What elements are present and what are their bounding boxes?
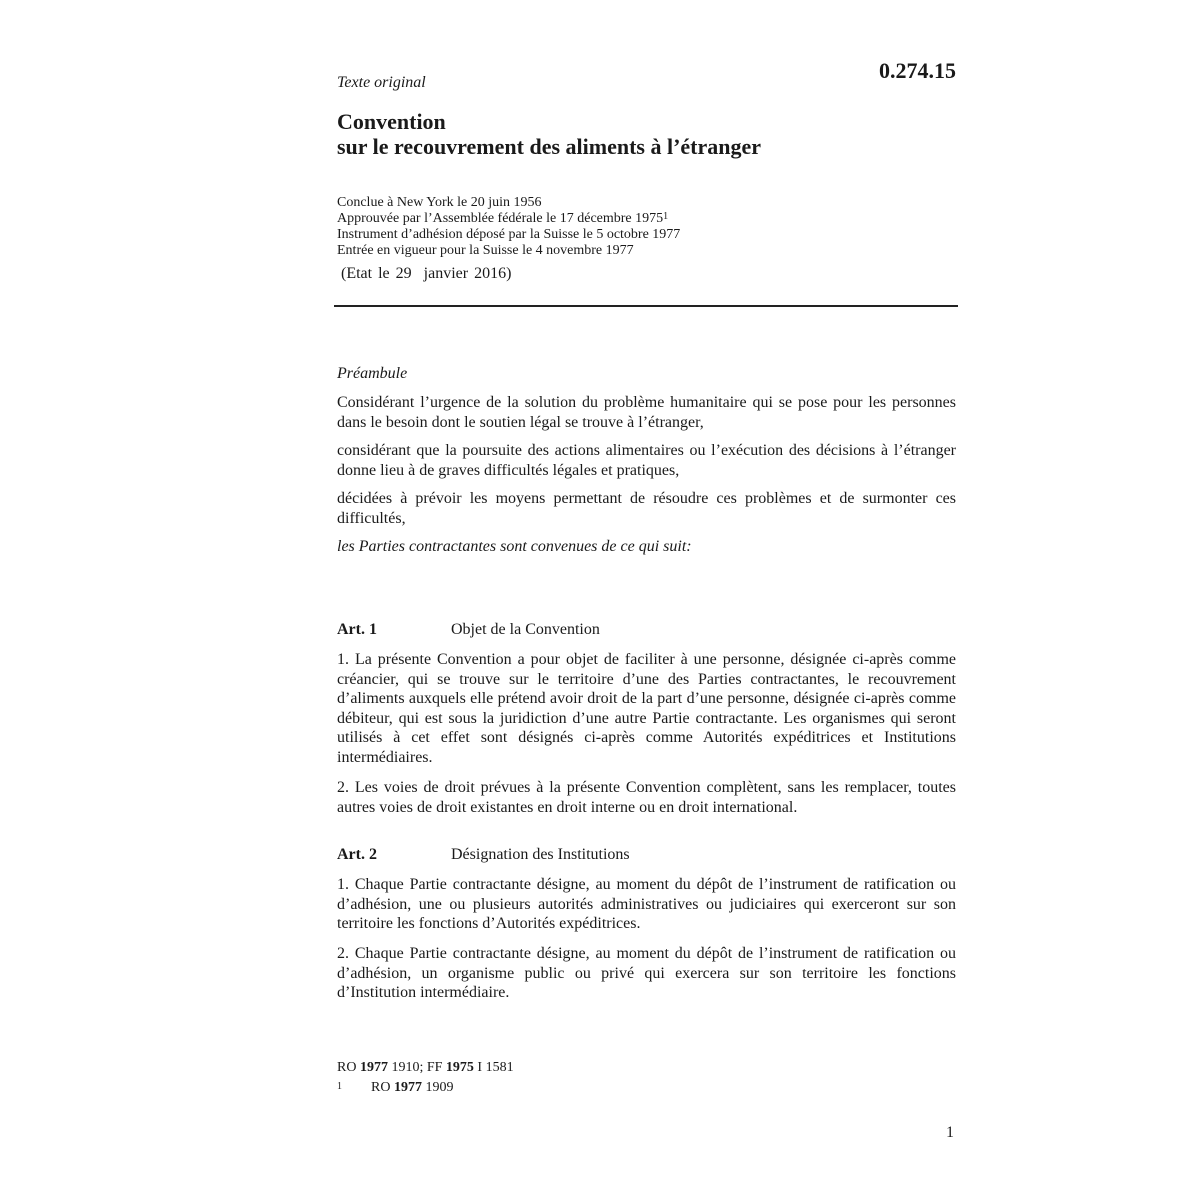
article-1-paragraph-2: 2. Les voies de droit prévues à la présente Convention complètent, sans les remplacer, toutes autres voies de droit existantes en droit interne ou en droit international.: [337, 779, 956, 816]
document-meta: [337, 195, 957, 259]
title-line-2: sur le recouvrement des aliments à l’étranger: [337, 134, 762, 159]
document-title: [337, 109, 957, 159]
footnote-ref[interactable]: 1: [663, 211, 669, 222]
status-date: (Etat le 29 janvier 2016): [341, 265, 512, 282]
meta-entry: Entrée en vigueur pour la Suisse le 4 novembre 1977: [337, 243, 634, 258]
preambule-paragraph-2: considérant que la poursuite des actions alimentaires ou l’exécution des décisions à l’étranger donne lieu à de graves difficultés légales et pratiques,: [337, 442, 956, 479]
preambule-paragraph-4: les Parties contractantes sont convenues de ce qui suit:: [337, 538, 692, 555]
article-title: Désignation des Institutions: [451, 846, 630, 863]
page-number: 1: [946, 1124, 954, 1141]
article-1-paragraph-1: 1. La présente Convention a pour objet de faciliter à une personne, désignée ci-après comme créancier, qui se trouve sur le territoire d’une des Parties contractantes, le recouvrement d’aliments auxquels elle prétend avoir droit de la part d’une personne, désignée ci-après comme débiteur, qui est sous la juridiction d’une autre Partie contractante. Les organismes qui seront utilisés à cet effet sont désignés ci-après comme Autorités expéditrices et Institutions intermédiaires.: [337, 651, 956, 766]
meta-instrument: Instrument d’adhésion déposé par la Suisse le 5 octobre 1977: [337, 227, 681, 242]
horizontal-rule: [334, 305, 958, 307]
title-line-1: Convention: [337, 109, 446, 134]
preambule-paragraph-3: décidées à prévoir les moyens permettant de résoudre ces problèmes et de surmonter ces difficultés,: [337, 490, 956, 527]
article-2-paragraph-1: 1. Chaque Partie contractante désigne, au moment du dépôt de l’instrument de ratification ou d’adhésion, une ou plusieurs autorités administratives ou judiciaires qui exerceront sur son territoire les fonctions d’Autorités expéditrices.: [337, 876, 956, 932]
preambule-paragraph-1: Considérant l’urgence de la solution du problème humanitaire qui se pose pour les personnes dans le besoin dont le soutien légal se trouve à l’étranger,: [337, 394, 956, 431]
source-reference: RO 1977 1910; FF 1975 I 1581: [337, 1060, 514, 1075]
sr-number: 0.274.15: [879, 58, 956, 83]
article-title: Objet de la Convention: [451, 621, 600, 638]
meta-concluded: Conclue à New York le 20 juin 1956: [337, 195, 542, 210]
meta-approved: Approuvée par l’Assemblée fédérale le 17 décembre 1975$^1$: [337, 211, 669, 226]
article-2-paragraph-2: 2. Chaque Partie contractante désigne, au moment du dépôt de l’instrument de ratification ou d’adhésion, un organisme public ou privé qui exercera sur son territoire les fonctions d’Institution intermédiaire.: [337, 945, 956, 1001]
footnote-number: 1: [337, 1081, 342, 1092]
article-1-heading: [337, 621, 957, 639]
preambule-heading: Préambule: [337, 365, 408, 382]
article-number: Art. 2: [337, 846, 377, 863]
article-number: Art. 1: [337, 621, 377, 638]
footnotes: [337, 1058, 514, 1098]
footnote-1: 1 RO 1977 1909: [337, 1078, 514, 1098]
text-status-label: Texte original: [337, 74, 426, 91]
article-2-heading: [337, 846, 957, 864]
